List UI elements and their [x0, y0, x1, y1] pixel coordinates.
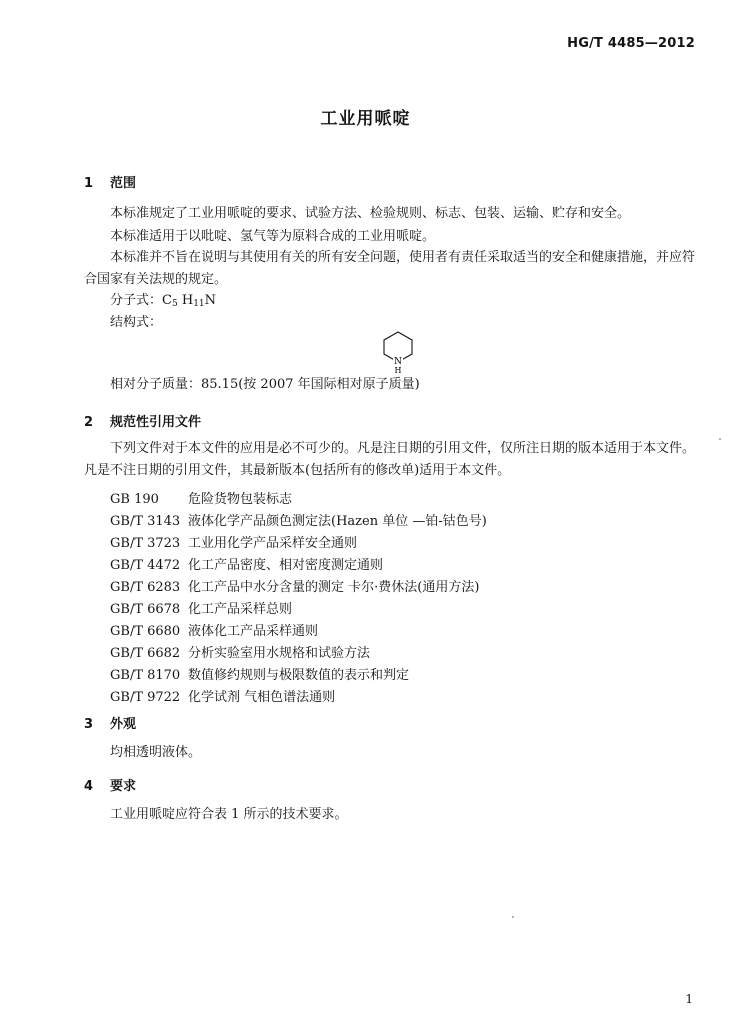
scope-paragraph-3: 本标准并不旨在说明与其使用有关的所有安全问题，使用者有责任采取适当的安全和健康措施，并应符合国家有关法规的规定。 [84, 250, 696, 287]
formula-n: N [204, 293, 217, 308]
reference-row [110, 664, 409, 683]
scan-speck [512, 916, 514, 918]
reference-title: 危险货物包装标志 [188, 492, 293, 507]
reference-title: 化工产品采样总则 [188, 602, 293, 617]
reference-code: GB 190 [110, 492, 159, 507]
reference-code: GB/T 6283 [110, 580, 181, 595]
reference-code: GB/T 6680 [110, 624, 181, 639]
reference-code: GB/T 3143 [110, 514, 181, 529]
molecular-mass: 相对分子质量：85.15(按 2007 年国际相对原子质量) [110, 377, 420, 392]
piperidine-structure [378, 330, 418, 374]
reference-code: GB/T 6678 [110, 602, 181, 617]
standard-code: HG/T 4485—2012 [567, 36, 695, 51]
reference-title: 液体化学产品颜色测定法(Hazen 单位 —铂-钴色号) [188, 514, 487, 529]
reference-code: GB/T 3723 [110, 536, 181, 551]
page-number: 1 [685, 992, 693, 1006]
scope-paragraph-1: 本标准规定了工业用哌啶的要求、试验方法、检验规则、标志、包装、运输、贮存和安全。 [110, 206, 631, 221]
section-2-number: 2 [84, 415, 94, 430]
reference-row [110, 642, 370, 661]
section-4-heading [84, 775, 136, 794]
reference-row [110, 510, 487, 529]
section-1-title: 范围 [110, 176, 137, 191]
section-4-number: 4 [84, 779, 94, 794]
section-2-title: 规范性引用文件 [110, 415, 202, 430]
reference-code: GB/T 9722 [110, 690, 181, 705]
section-3-number: 3 [84, 717, 94, 732]
reference-row [110, 576, 479, 595]
reference-title: 数值修约规则与极限数值的表示和判定 [188, 668, 410, 683]
section-3-heading [84, 713, 136, 732]
reference-row [110, 598, 292, 617]
appearance-text: 均相透明液体。 [110, 745, 202, 760]
section-1-heading [84, 172, 136, 191]
structure-label: 结构式： [110, 315, 163, 330]
formula-c-sub: 5 [171, 299, 178, 309]
reference-row [110, 686, 335, 705]
reference-title: 化工产品密度、相对密度测定通则 [188, 558, 384, 573]
reference-title: 分析实验室用水规格和试验方法 [188, 646, 371, 661]
atom-n-label: N [394, 357, 402, 367]
requirements-text: 工业用哌啶应符合表 1 所示的技术要求。 [110, 807, 348, 822]
section-3-title: 外观 [110, 717, 137, 732]
section-4-title: 要求 [110, 779, 137, 794]
formula-h: H [181, 293, 194, 308]
scope-paragraph-2: 本标准适用于以吡啶、氢气等为原料合成的工业用哌啶。 [110, 229, 436, 244]
formula-c: C [162, 293, 172, 308]
section-1-number: 1 [84, 176, 94, 191]
section-2-heading [84, 411, 201, 430]
reference-row [110, 532, 357, 551]
formula-label: 分子式： [110, 293, 163, 308]
atom-h-label: H [394, 366, 402, 374]
document-title: 工业用哌啶 [320, 109, 411, 129]
reference-title: 液体化工产品采样通则 [188, 624, 319, 639]
reference-title: 化工产品中水分含量的测定 卡尔·费休法(通用方法) [188, 580, 480, 595]
scan-speck [719, 438, 721, 440]
reference-code: GB/T 6682 [110, 646, 181, 661]
references-intro: 下列文件对于本文件的应用是必不可少的。凡是注日期的引用文件，仅所注日期的版本适用于本文件。凡是不注日期的引用文件，其最新版本(包括所有的修改单)适用于本文件。 [84, 441, 696, 478]
reference-row [110, 620, 318, 639]
reference-row [110, 488, 292, 507]
formula-h-sub: 11 [193, 299, 205, 309]
reference-title: 化学试剂 气相色谱法通则 [188, 690, 336, 705]
molecular-formula [110, 294, 216, 309]
reference-code: GB/T 4472 [110, 558, 181, 573]
reference-code: GB/T 8170 [110, 668, 181, 683]
reference-title: 工业用化学产品采样安全通则 [188, 536, 358, 551]
reference-row [110, 554, 383, 573]
